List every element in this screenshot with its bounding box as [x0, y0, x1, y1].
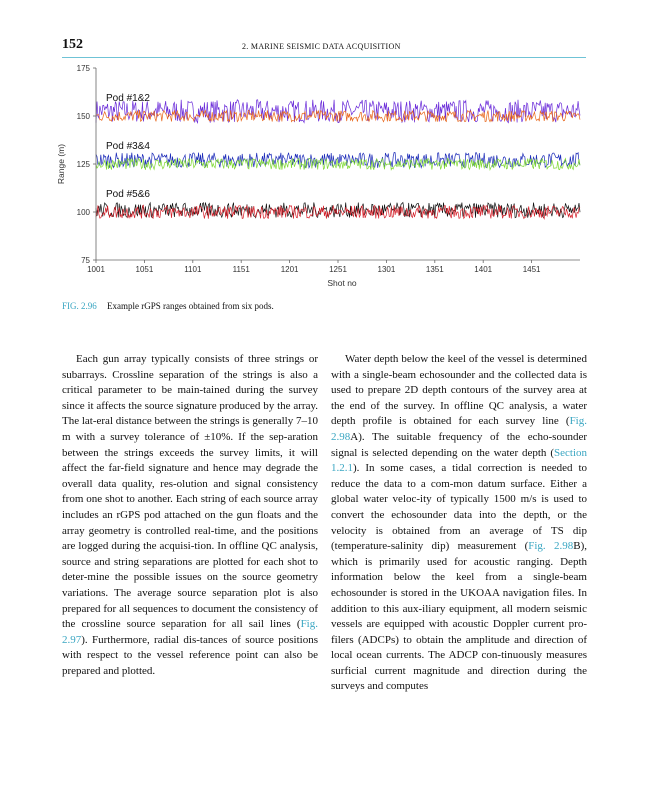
page-header: [62, 35, 586, 58]
body-text-run: Water depth below the keel of the vessel is determined with a single-beam echosounder and the collected data is used to prepare 2D depth contours of the survey area at the end of the survey. In offline QC analysis, a water depth profile is obtained for each survey line (: [331, 353, 587, 428]
y-axis: [56, 64, 96, 265]
x-tick-label: 1301: [377, 265, 396, 274]
x-tick-label: 1401: [474, 265, 493, 274]
x-axis: [87, 260, 580, 288]
pod-group-label: Pod #5&6: [106, 188, 150, 200]
y-axis-title: Range (m): [56, 143, 66, 185]
x-tick-label: 1351: [425, 265, 444, 274]
cross-reference-link[interactable]: Section 1.2.1: [331, 446, 587, 475]
cross-reference-link[interactable]: Fig. 2.98: [331, 415, 587, 443]
body-left-column: [62, 352, 318, 679]
page-number: 152: [62, 37, 83, 52]
pod-group-label: Pod #1&2: [106, 92, 150, 104]
x-tick-label: 1201: [280, 265, 299, 274]
series-line-pod-2: [96, 110, 580, 121]
x-tick-label: 1001: [87, 265, 105, 274]
x-tick-label: 1051: [135, 265, 154, 274]
x-tick-label: 1101: [184, 265, 202, 274]
figure-caption: [62, 301, 274, 311]
x-axis-title: Shot no: [327, 278, 357, 288]
running-title: 2. MARINE SEISMIC DATA ACQUISITION: [242, 42, 401, 51]
body-text-run: ). Furthermore, radial dis-tances of source positions with respect to the vessel reference point can also be prepared and plotted.: [62, 633, 318, 677]
rgps-range-chart: [50, 64, 590, 296]
x-tick-label: 1251: [329, 265, 347, 274]
y-tick-label: 150: [76, 112, 90, 121]
body-text-run: A). The suitable frequency of the echo-sounder signal is selected depending on the water depth (: [331, 430, 587, 459]
x-tick-label: 1451: [522, 265, 541, 274]
figure-label: FIG. 2.96: [62, 301, 97, 311]
cross-reference-link[interactable]: Fig. 2.97: [62, 618, 318, 646]
y-tick-label: 100: [76, 208, 90, 217]
body-right-column: [331, 352, 587, 695]
y-tick-label: 175: [76, 64, 90, 73]
body-text-run: ). In some cases, a tidal correction is needed to reduce the data to a com-mon datum surface. Either a global water veloc-ity of typically 1500 m/s is used to convert the echosounder data into the depth, or the velocity is obtained from an average of TS dip (temperature-salinity dip) measurement (: [331, 462, 587, 553]
cross-reference-link[interactable]: Fig. 2.98: [528, 540, 574, 553]
body-text-run: B), which is primarily used for acoustic ranging. Depth information below the keel from a single-beam echosounder is stored in the UKOAA navigation files. In addition to this aux-iliary equipment, all modern seismic vessels are equipped with acoustic Doppler current pro-filers (ADCPs) to obtain the amplitude and direction of local ocean currents. The ADCP con-tinuously measures surficial current magnitude and direction during the surveys and computes: [331, 540, 587, 693]
y-tick-label: 125: [76, 160, 90, 169]
body-text-run: Each gun array typically consists of three strings or subarrays. Crossline separation of the strings is also a critical parameter to be main-tained during the survey since it affects the source signature produced by the array. The lat-eral distance between the strings is generally 7–10 m with a survey tolerance of ±10%. If the sep-aration between the strings exceeds the survey limits, it will affect the far-field signature and hence may degrade the overall data quality, res-olution and signal consistency from one shot to another. Each string of each source array includes an rGPS pod attached on the gun floats and the array geometry is controlled real-time, and the positions are logged during the acquisi-tion. In offline QC analysis, source and string separations are plotted for each shot to deter-mine the possible issues on the source geometry variations. The average source separation plot is also prepared for all sequences to document the consistency of the crossline source separation for all sail lines (: [62, 353, 318, 631]
plot-area: [96, 93, 580, 219]
pod-group-label: Pod #3&4: [106, 140, 150, 152]
x-tick-label: 1151: [232, 265, 250, 274]
figure-caption-text: Example rGPS ranges obtained from six pods.: [107, 301, 274, 311]
y-tick-label: 75: [81, 256, 90, 265]
